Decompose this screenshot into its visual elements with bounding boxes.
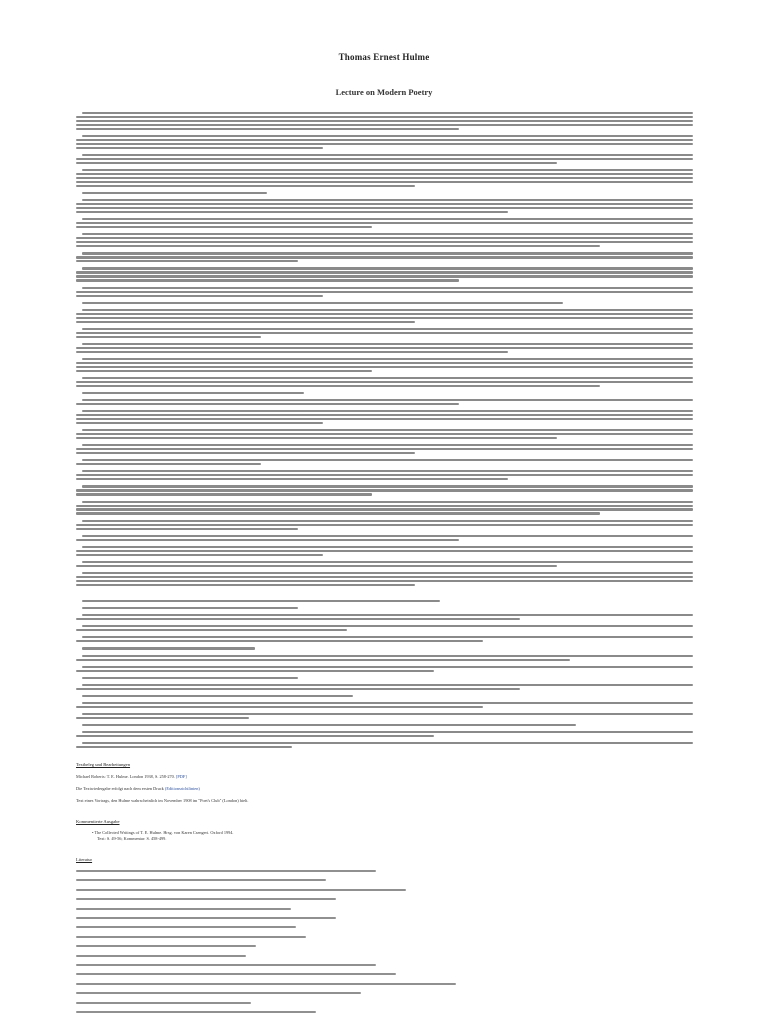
paragraph — [76, 485, 693, 495]
text-line — [76, 448, 693, 450]
text-line — [82, 625, 693, 627]
text-line — [76, 640, 483, 642]
source-citation: Michael Roberts: T. E. Hulme. London 1938, S. 258-270. — [76, 774, 175, 779]
text-line — [76, 347, 693, 349]
text-line — [76, 147, 323, 149]
commentary-pages: Text: S. 49-56; Kommentar: S. 458-499. — [97, 836, 167, 841]
text-line — [82, 267, 693, 269]
paragraph — [76, 199, 693, 213]
text-line — [76, 181, 693, 183]
paragraph — [76, 561, 693, 567]
literature-entry — [76, 1011, 316, 1013]
text-line — [76, 528, 298, 530]
text-line — [76, 452, 415, 454]
text-line — [76, 207, 693, 209]
text-line — [82, 135, 693, 137]
text-line — [76, 414, 693, 416]
text-line — [76, 162, 557, 164]
main-body-text — [76, 112, 693, 591]
text-line — [76, 670, 434, 672]
paragraph — [76, 135, 693, 149]
text-line — [76, 237, 693, 239]
text-line — [82, 470, 693, 472]
text-line — [76, 584, 415, 586]
text-line — [76, 422, 323, 424]
text-line — [76, 120, 693, 122]
literature-entry — [76, 926, 296, 928]
text-line — [82, 572, 693, 574]
literature-entry — [76, 983, 456, 985]
text-line — [76, 478, 508, 480]
text-line — [76, 128, 459, 130]
text-line — [82, 309, 693, 311]
paragraph — [76, 429, 693, 439]
commentary-item — [92, 830, 234, 835]
text-line — [82, 399, 693, 401]
text-line — [82, 600, 440, 602]
paragraph — [76, 666, 693, 672]
text-line — [82, 724, 576, 726]
text-line — [76, 139, 693, 141]
text-line — [76, 321, 415, 323]
literature-entry — [76, 992, 361, 994]
text-line — [76, 260, 298, 262]
paragraph — [76, 233, 693, 247]
literature-entry — [76, 973, 396, 975]
text-line — [76, 226, 372, 228]
paragraph — [76, 410, 693, 424]
paragraph — [76, 377, 693, 387]
text-line — [82, 647, 255, 649]
text-line — [82, 546, 693, 548]
text-line — [82, 459, 693, 461]
paragraph — [76, 572, 693, 586]
text-line — [76, 437, 557, 439]
text-line — [76, 336, 261, 338]
text-line — [76, 271, 693, 273]
paragraph — [76, 343, 693, 353]
text-line — [76, 403, 459, 405]
text-line — [76, 493, 372, 495]
paragraph — [76, 309, 693, 323]
literature-entry — [76, 936, 306, 938]
text-line — [82, 742, 693, 744]
text-line — [76, 245, 600, 247]
text-line — [76, 256, 693, 258]
text-line — [76, 576, 693, 578]
literature-entry — [76, 917, 336, 919]
source-line-2 — [76, 786, 200, 791]
text-line — [82, 520, 693, 522]
text-line — [76, 351, 508, 353]
text-line — [82, 377, 693, 379]
text-line — [76, 717, 249, 719]
text-line — [82, 358, 693, 360]
text-line — [76, 370, 372, 372]
text-line — [76, 463, 261, 465]
text-line — [82, 666, 693, 668]
commentary-citation: The Collected Writings of T. E. Hulme. Hrsg. von Karen Csengeri. Oxford 1994. — [94, 830, 234, 835]
document-title: Lecture on Modern Poetry — [335, 87, 433, 97]
text-line — [82, 302, 563, 304]
paragraph — [76, 546, 693, 556]
literature-entry — [76, 1002, 251, 1004]
text-line — [76, 362, 693, 364]
paragraph — [76, 535, 693, 541]
text-line — [76, 433, 693, 435]
text-line — [76, 629, 347, 631]
paragraph — [76, 713, 693, 719]
source-heading: Textbeleg und Bearbeitungen — [76, 762, 131, 767]
text-line — [76, 508, 693, 510]
text-line — [76, 565, 557, 567]
text-line — [82, 169, 693, 171]
author-heading: Thomas Ernest Hulme — [338, 52, 430, 62]
text-line — [82, 192, 267, 194]
paragraph — [76, 607, 693, 609]
literature-entry — [76, 964, 376, 966]
paragraph — [76, 252, 693, 262]
text-line — [82, 636, 693, 638]
text-line — [76, 385, 600, 387]
paragraph — [76, 600, 693, 602]
text-line — [76, 474, 693, 476]
bullet-icon: • — [92, 830, 95, 835]
paragraph — [76, 444, 693, 454]
text-line — [76, 143, 693, 145]
paragraph — [76, 695, 693, 697]
text-line — [76, 512, 600, 514]
text-line — [76, 116, 693, 118]
paragraph — [76, 614, 693, 620]
text-line — [76, 746, 292, 748]
paragraph — [76, 724, 693, 726]
literature-entry — [76, 879, 326, 881]
paragraph — [76, 218, 693, 228]
text-line — [76, 203, 693, 205]
text-line — [76, 158, 693, 160]
literature-entry — [76, 945, 256, 947]
text-line — [82, 501, 693, 503]
paragraph — [76, 684, 693, 690]
text-line — [82, 392, 304, 394]
text-line — [82, 287, 693, 289]
text-line — [76, 211, 508, 213]
source-print-note: Die Textwiedergabe erfolgt nach dem ersten Druck — [76, 786, 164, 791]
text-line — [76, 688, 520, 690]
text-line — [82, 731, 693, 733]
text-line — [82, 677, 298, 679]
text-line — [82, 684, 693, 686]
text-line — [76, 735, 434, 737]
paragraph — [76, 520, 693, 530]
paragraph — [76, 112, 693, 130]
text-line — [76, 550, 693, 552]
text-line — [82, 343, 693, 345]
text-line — [76, 185, 415, 187]
text-line — [82, 154, 693, 156]
text-line — [82, 410, 693, 412]
text-line — [76, 222, 693, 224]
paragraph — [76, 731, 693, 737]
paragraph — [76, 647, 693, 649]
text-line — [76, 275, 693, 277]
text-line — [82, 695, 353, 697]
text-line — [76, 505, 693, 507]
paragraph — [76, 470, 693, 480]
paragraph — [76, 287, 693, 297]
text-line — [82, 607, 298, 609]
paragraph — [76, 636, 693, 642]
literature-entry — [76, 870, 376, 872]
edition-guidelines-link[interactable]: (Editionsrichtlinien) — [164, 786, 200, 791]
text-line — [76, 291, 693, 293]
text-line — [82, 655, 693, 657]
text-line — [76, 618, 520, 620]
paragraph — [76, 169, 693, 187]
paragraph — [76, 501, 693, 515]
text-line — [76, 124, 693, 126]
paragraph — [76, 192, 693, 194]
literature-entry — [76, 908, 291, 910]
text-line — [82, 112, 693, 114]
second-body-text — [76, 600, 693, 753]
paragraph — [76, 399, 693, 405]
text-line — [76, 279, 459, 281]
paragraph — [76, 677, 693, 679]
text-line — [82, 429, 693, 431]
text-line — [82, 252, 693, 254]
text-line — [76, 366, 693, 368]
paragraph — [76, 655, 693, 661]
text-line — [82, 199, 693, 201]
text-line — [76, 173, 693, 175]
text-line — [76, 317, 693, 319]
paragraph — [76, 625, 693, 631]
literature-entry — [76, 898, 336, 900]
paragraph — [76, 358, 693, 372]
text-line — [82, 614, 693, 616]
text-line — [76, 524, 693, 526]
literature-entry — [76, 955, 246, 957]
paragraph — [76, 328, 693, 338]
text-line — [82, 702, 693, 704]
text-line — [76, 241, 693, 243]
paragraph — [76, 267, 693, 281]
text-line — [82, 233, 693, 235]
text-line — [82, 713, 693, 715]
text-line — [76, 489, 693, 491]
text-line — [76, 332, 693, 334]
text-line — [76, 580, 693, 582]
text-line — [76, 295, 323, 297]
literature-heading: Literatur — [76, 857, 93, 862]
text-line — [76, 554, 323, 556]
text-line — [82, 328, 693, 330]
text-line — [76, 539, 459, 541]
text-line — [76, 706, 483, 708]
text-line — [76, 381, 693, 383]
paragraph — [76, 742, 693, 748]
text-line — [82, 535, 693, 537]
paragraph — [76, 459, 693, 465]
text-line — [82, 444, 693, 446]
literature-entry — [76, 889, 406, 891]
text-line — [76, 177, 693, 179]
source-line-3: Text eines Vortrags, den Hulme wahrscheinlich im November 1908 im "Poet's Club" (London) hielt. — [76, 798, 249, 803]
text-line — [76, 418, 693, 420]
paragraph — [76, 154, 693, 164]
commentary-heading: Kommentierte Ausgabe — [76, 819, 120, 824]
paragraph — [76, 702, 693, 708]
paragraph — [76, 392, 693, 394]
text-line — [82, 218, 693, 220]
pdf-link[interactable]: [PDF] — [175, 774, 187, 779]
text-line — [82, 485, 693, 487]
text-line — [76, 659, 570, 661]
paragraph — [76, 302, 693, 304]
text-line — [76, 313, 693, 315]
source-line-1 — [76, 774, 187, 779]
text-line — [82, 561, 693, 563]
